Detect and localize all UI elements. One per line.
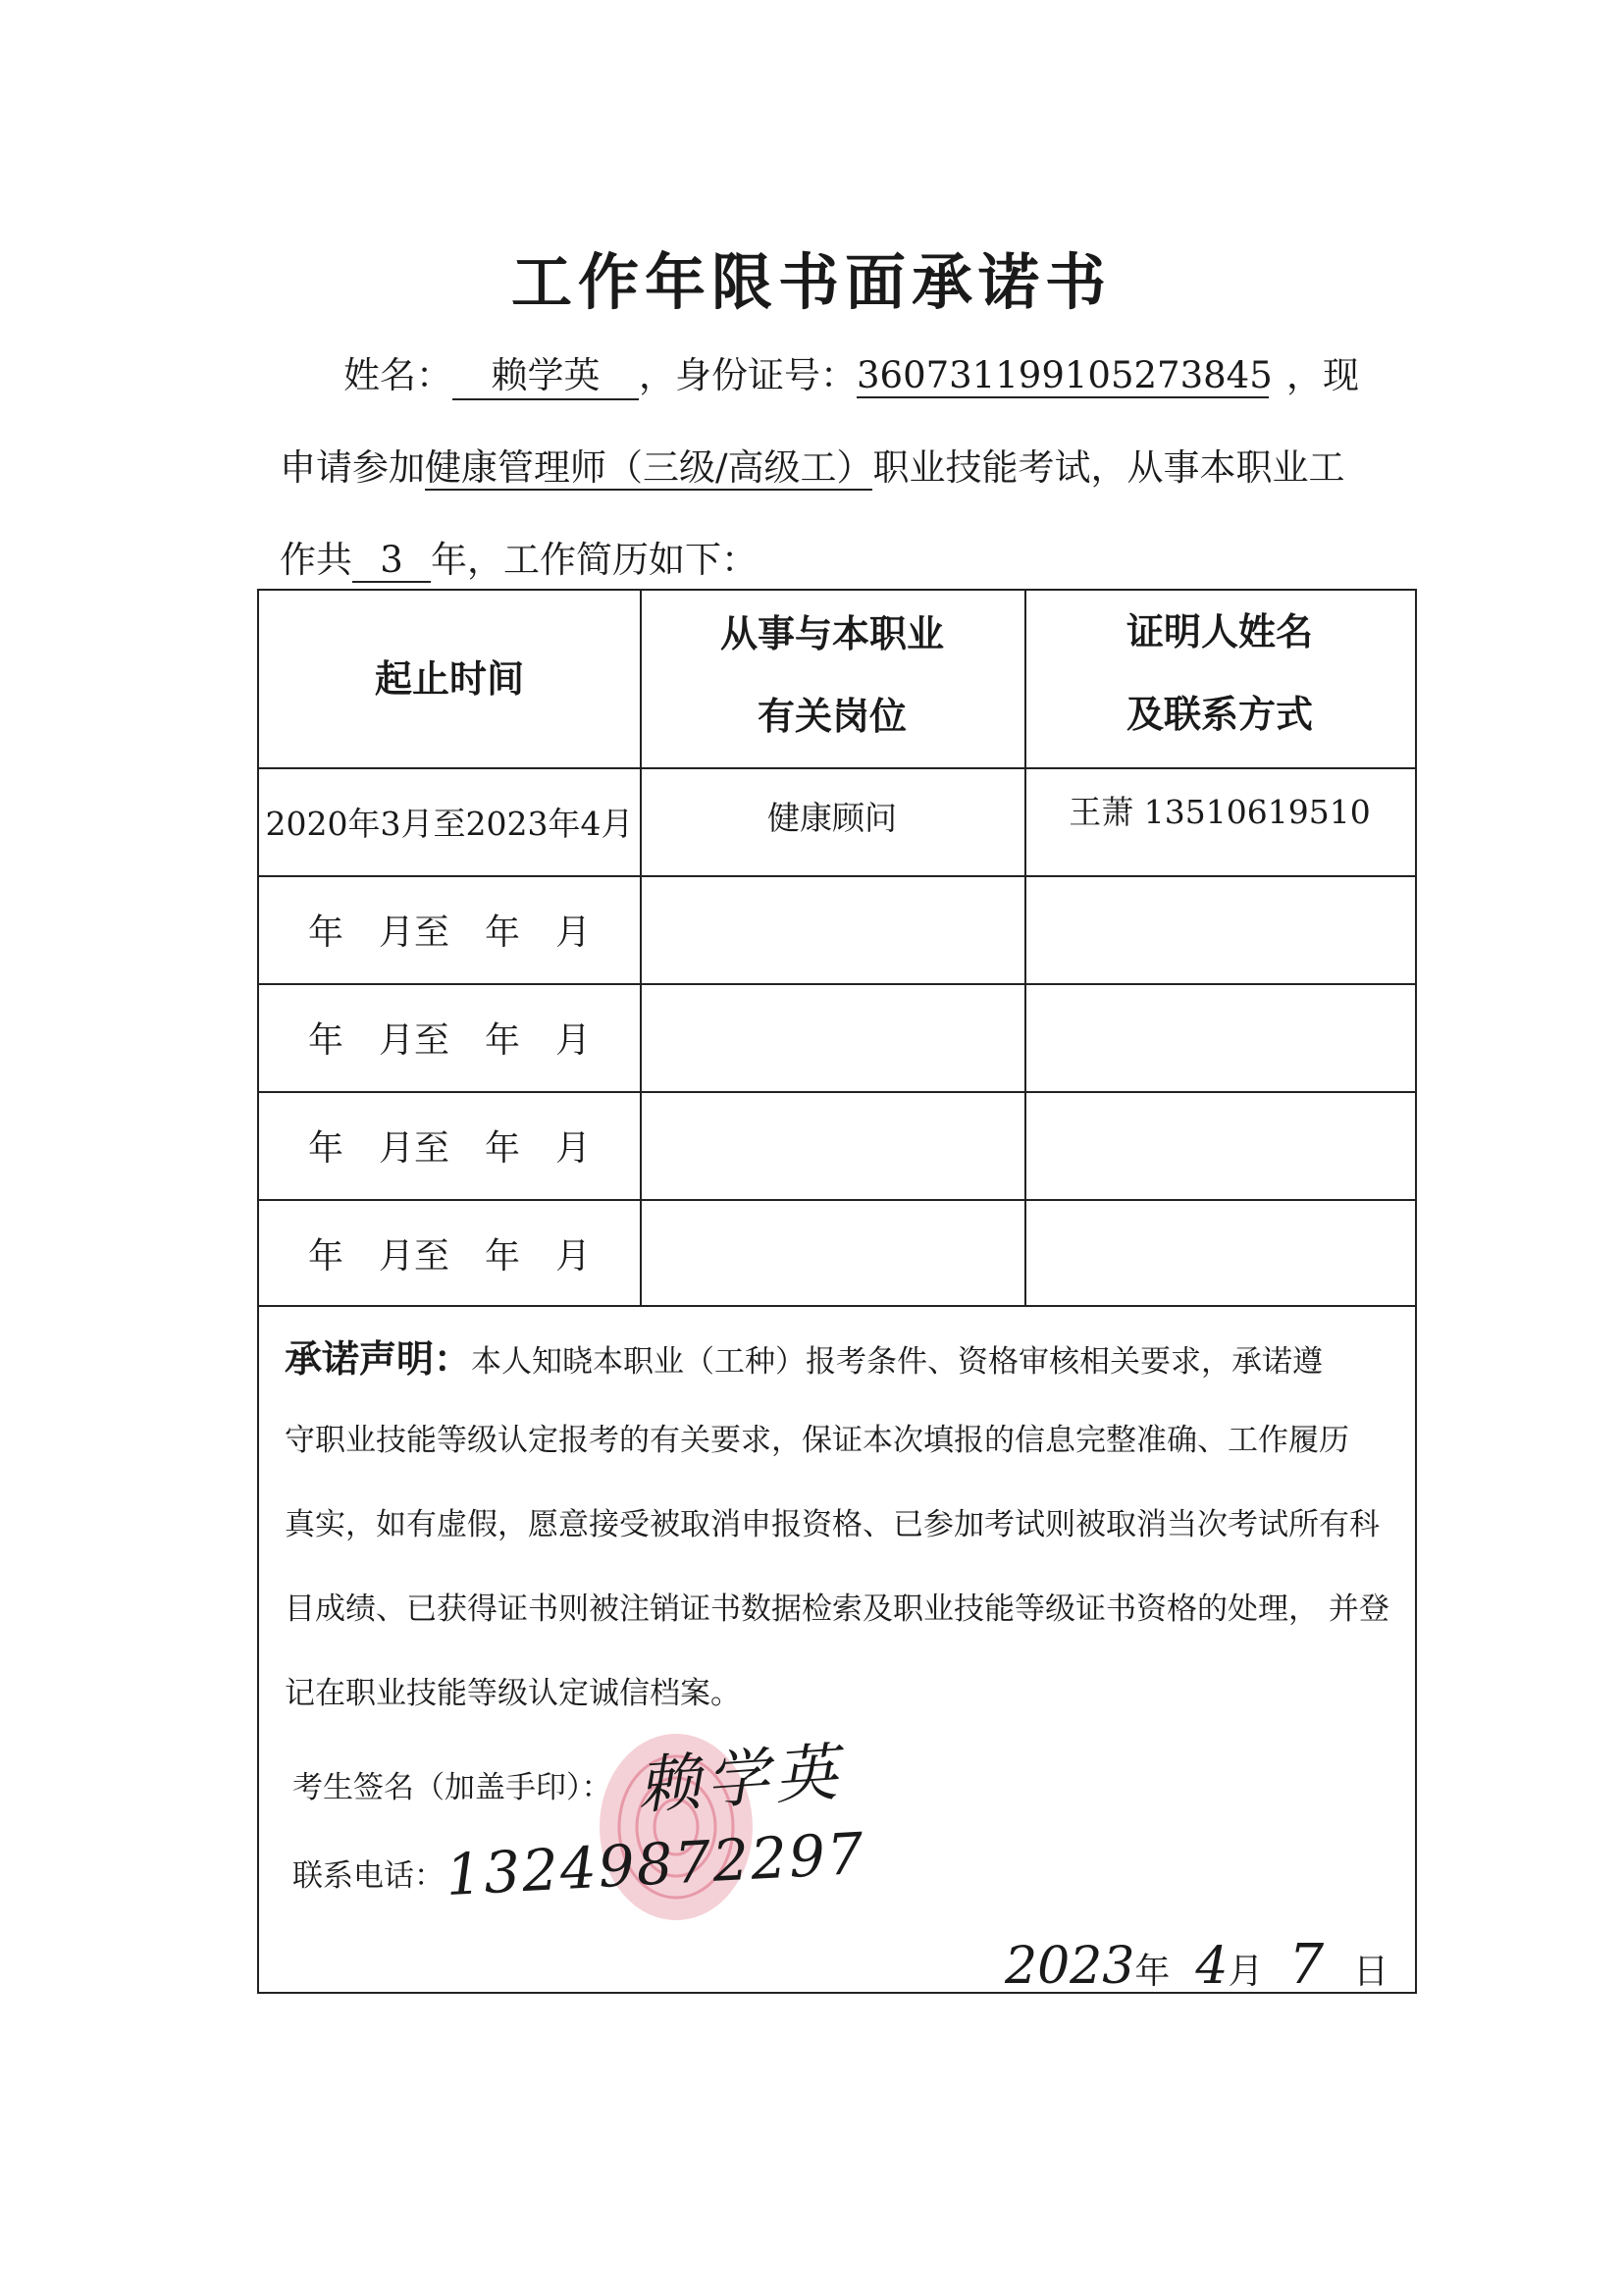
row-divider bbox=[259, 983, 1415, 985]
name-label: 姓名： bbox=[343, 354, 452, 396]
header-position-line-1: 从事与本职业 bbox=[719, 612, 944, 655]
work-history-form bbox=[257, 589, 1417, 1997]
id-suffix: ，现 bbox=[1286, 354, 1359, 396]
row-4-period: 年 月至 年 月 bbox=[307, 1128, 591, 1169]
row-divider bbox=[259, 1199, 1415, 1201]
declaration-label: 承诺声明： bbox=[285, 1337, 472, 1381]
row-divider bbox=[259, 875, 1415, 877]
handwritten-phone: 13249872297 bbox=[444, 1819, 867, 1909]
date-day: 7 bbox=[1288, 1933, 1325, 1997]
years-suffix: 年，工作简历如下： bbox=[431, 539, 758, 581]
id-label: ，身份证号： bbox=[639, 354, 857, 396]
declaration-line-5: 记在职业技能等级认定诚信档案。 bbox=[285, 1676, 741, 1711]
declaration-text-1: 本人知晓本职业（工种）报考条件、资格审核相关要求，承诺遵 bbox=[471, 1344, 1324, 1380]
date-year: 2023 bbox=[1005, 1937, 1135, 1996]
occupation-value: 健康管理师（三级/高级工） bbox=[425, 446, 873, 489]
name-value: 赖学英 bbox=[452, 345, 639, 400]
header-reference-line-2: 及联系方式 bbox=[1126, 693, 1313, 736]
row-5-period: 年 月至 年 月 bbox=[307, 1236, 591, 1277]
header-period: 起止时间 bbox=[374, 657, 524, 701]
document-title: 工作年限书面承诺书 bbox=[510, 246, 1112, 318]
date-month-label: 月 bbox=[1228, 1952, 1264, 1992]
signature-label: 考生签名（加盖手印）： bbox=[292, 1770, 612, 1805]
row-divider bbox=[259, 767, 1415, 769]
header-position-line-2: 有关岗位 bbox=[757, 695, 907, 738]
phone-label: 联系电话： bbox=[292, 1858, 445, 1894]
years-prefix: 作共 bbox=[280, 539, 352, 581]
intro-line-2 bbox=[280, 438, 1344, 491]
declaration-line-4: 目成绩、已获得证书则被注销证书数据检索及职业技能等级证书资格的处理， 并登 bbox=[285, 1592, 1389, 1627]
row-2-period: 年 月至 年 月 bbox=[307, 913, 591, 953]
apply-suffix: 职业技能考试，从事本职业工 bbox=[872, 446, 1345, 489]
row-divider bbox=[259, 1305, 1415, 1307]
handwritten-signature: 赖学英 bbox=[635, 1736, 846, 1824]
years-value: 3 bbox=[352, 539, 431, 583]
date-month: 4 bbox=[1195, 1937, 1229, 1996]
header-reference-line-1: 证明人姓名 bbox=[1126, 610, 1313, 653]
declaration-line-1 bbox=[285, 1329, 1323, 1383]
row-1-period: 2020年3月至2023年4月 bbox=[265, 805, 634, 843]
intro-line-3 bbox=[280, 530, 758, 583]
declaration-line-3: 真实，如有虚假，愿意接受被取消申报资格、已参加考试则被取消当次考试所有科 bbox=[285, 1507, 1380, 1542]
date-day-label: 日 bbox=[1353, 1952, 1389, 1992]
row-1-reference: 王萧 13510619510 bbox=[1069, 793, 1371, 831]
row-3-period: 年 月至 年 月 bbox=[307, 1020, 591, 1061]
date-year-label: 年 bbox=[1134, 1952, 1171, 1992]
id-number-value: 360731199105273845 bbox=[857, 354, 1273, 396]
row-divider bbox=[259, 1091, 1415, 1093]
apply-prefix: 申请参加 bbox=[280, 446, 425, 489]
row-1-position: 健康顾问 bbox=[767, 799, 897, 837]
signature-date bbox=[1005, 1933, 1388, 1997]
intro-line-1 bbox=[343, 345, 1359, 400]
declaration-line-2: 守职业技能等级认定报考的有关要求，保证本次填报的信息完整准确、工作履历 bbox=[285, 1423, 1349, 1458]
